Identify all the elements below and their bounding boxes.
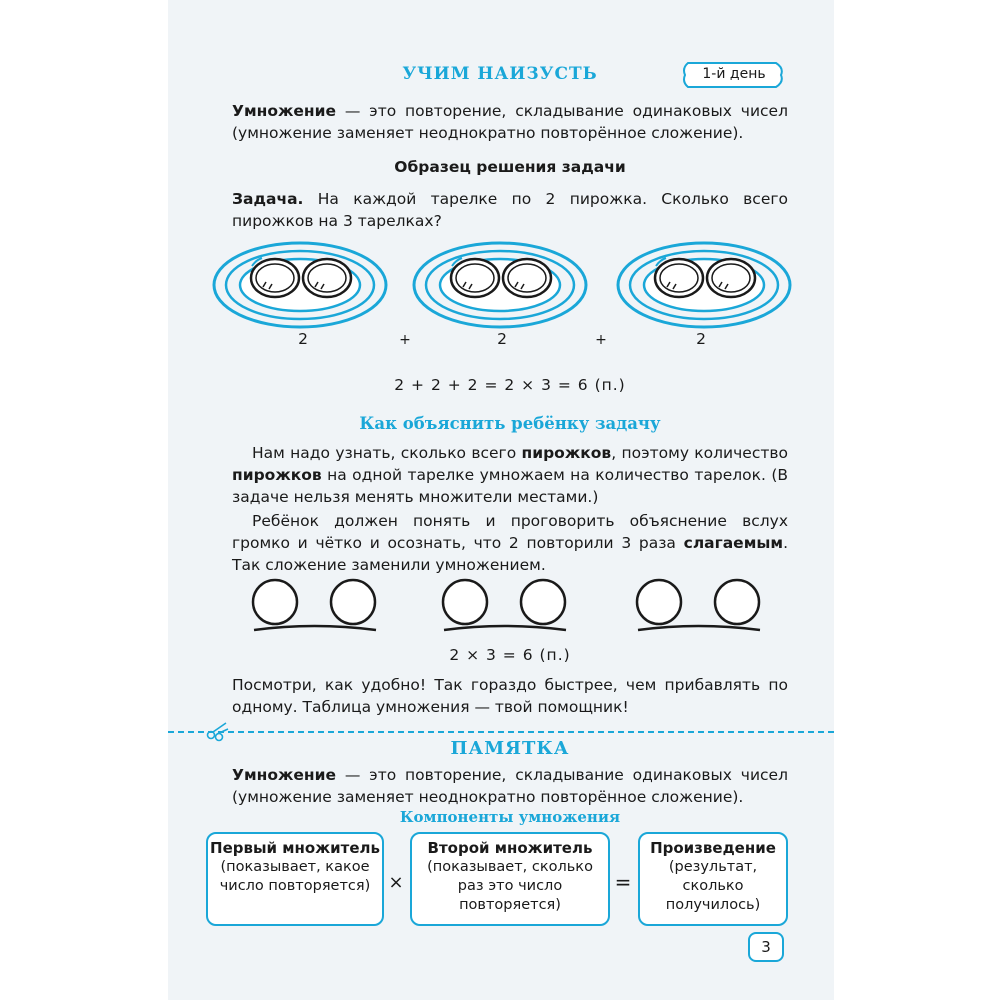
explain-p2-a: Ребёнок должен понять и проговорить объяснение вслух громко и чётко и осознать, что 2 повторили 3 раза <box>232 512 788 552</box>
circle-3a <box>637 580 681 624</box>
circle-1b <box>331 580 375 624</box>
circles-illustration <box>240 574 780 644</box>
page-title: УЧИМ НАИЗУСТЬ <box>402 64 598 84</box>
equals-sign: = <box>614 870 632 894</box>
intro-text: — это повторение, складывание одинаковых чисел (умножение заменяет неоднократно повторённое сложение). <box>232 102 788 142</box>
plus-sign-2: + <box>595 332 607 348</box>
plus-sign-1: + <box>399 332 411 348</box>
second-factor-box <box>410 832 610 926</box>
plate-1 <box>214 243 386 327</box>
task-text: На каждой тарелке по 2 пирожка. Сколько всего пирожков на 3 тарелках? <box>232 190 788 230</box>
explain-paragraph-3: Посмотри, как удобно! Так гораздо быстрее, чем прибавлять по одному. Таблица умножения — твой помощник! <box>232 676 788 716</box>
task-label: Задача. <box>232 190 304 208</box>
circle-3b <box>715 580 759 624</box>
intro-paragraph <box>232 100 788 144</box>
product-title: Произведение <box>650 839 776 857</box>
explain-p2-c: . Так сложение заменили умножением. <box>232 534 788 574</box>
explain-paragraph-2 <box>232 510 788 576</box>
first-factor-title: Первый множитель <box>210 839 380 857</box>
product-equation: 2 × 3 = 6 (п.) <box>449 646 571 664</box>
explain-p1-d: пирожков <box>232 466 322 484</box>
memo-paragraph <box>232 764 788 808</box>
explain-p2-b: слагаемым <box>683 534 784 552</box>
explain-p1-a: Нам надо узнать, сколько всего <box>252 444 522 462</box>
plate-3 <box>618 243 790 327</box>
sample-heading: Образец решения задачи <box>394 158 626 176</box>
sum-equation: 2 + 2 + 2 = 2 × 3 = 6 (п.) <box>394 376 626 394</box>
explain-paragraph-1 <box>232 442 788 508</box>
task-paragraph <box>232 188 788 232</box>
day-badge-label: 1-й день <box>702 66 766 82</box>
brace-3 <box>638 626 760 630</box>
explain-p1-c: , поэтому количество <box>611 444 788 462</box>
plate-label-3: 2 <box>696 330 706 348</box>
memo-text: — это повторение, складывание одинаковых чисел (умножение заменяет неоднократно повторённое сложение). <box>232 766 788 806</box>
cut-line <box>168 731 834 733</box>
page-number-value: 3 <box>761 938 771 956</box>
plate-2 <box>414 243 586 327</box>
circle-2a <box>443 580 487 624</box>
plate-label-1: 2 <box>298 330 308 348</box>
product-text: (результат, сколько получилось) <box>665 859 761 913</box>
first-factor-box <box>206 832 384 926</box>
explain-p1-b: пирожков <box>521 444 612 462</box>
circle-2b <box>521 580 565 624</box>
intro-term: Умножение <box>232 102 336 120</box>
first-factor-text: (показывает, какое число повторяется) <box>219 859 371 894</box>
scissors-icon <box>206 719 230 743</box>
explain-p1-e: на одной тарелке умножаем на количество тарелок. (В задаче нельзя менять множители местами.) <box>232 466 788 506</box>
components-heading: Компоненты умножения <box>399 808 621 826</box>
memo-heading: ПАМЯТКА <box>450 738 570 759</box>
memo-term: Умножение <box>232 766 336 784</box>
second-factor-title: Второй множитель <box>427 839 593 857</box>
plates-illustration <box>210 238 800 333</box>
brace-1 <box>254 626 376 630</box>
second-factor-text: (показывает, сколько раз это число повторяется) <box>427 859 593 913</box>
product-box <box>638 832 788 926</box>
brace-2 <box>444 626 566 630</box>
plate-label-2: 2 <box>497 330 507 348</box>
times-sign: × <box>388 872 404 893</box>
page-number <box>748 932 784 962</box>
circle-1a <box>253 580 297 624</box>
explain-heading: Как объяснить ребёнку задачу <box>359 414 661 433</box>
day-badge <box>680 60 788 90</box>
